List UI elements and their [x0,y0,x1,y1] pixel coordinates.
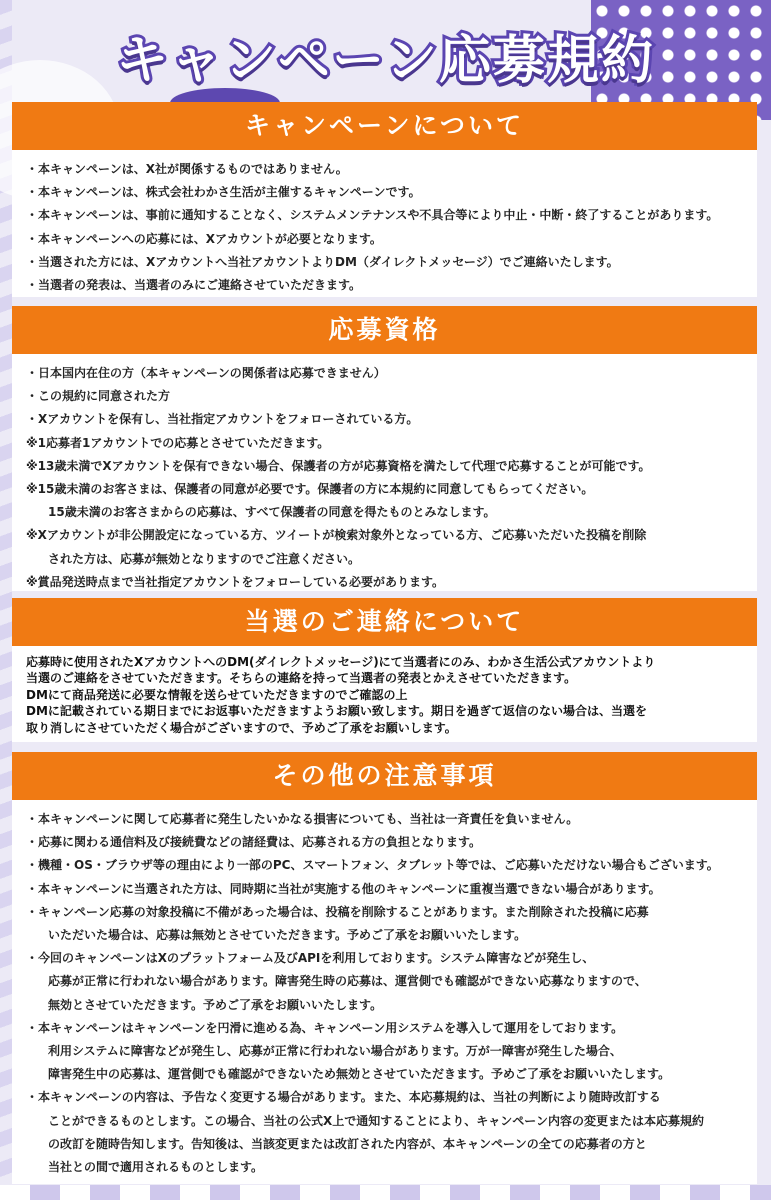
section-eligibility [12,306,757,591]
list-item-continuation: 無効とさせていただきます。予めご了承をお願いいたします。 [48,997,383,1012]
list-item-text: ・本キャンペーンは、事前に通知することなく、システムメンテナンスや不具合等により中止・中断・終了することがあります。 [26,208,719,223]
paragraph-line: 応募時に使用されたXアカウントへのDM(ダイレクトメッセージ)にて当選者にのみ、わかさ生活公式アカウントより [26,655,656,669]
list-item-text: ・本キャンペーンはキャンペーンを円滑に進める為、キャンペーン用システムを導入して運用をしております。 [26,1020,624,1035]
section-winner-contact [12,598,757,742]
list-item [26,571,747,594]
list-item-text: ・日本国内在住の方（本キャンペーンの関係者は応募できません） [26,366,386,380]
list-item [26,181,747,204]
list-item [26,901,747,947]
list-item-text: ・本キャンペーンの内容は、予告なく変更する場合があります。また、本応募規約は、当社の判断により随時改訂する [26,1090,661,1105]
list-item [26,478,747,524]
list-item-text: ・キャンペーン応募の対象投稿に不備があった場合は、投稿を削除することがあります。また削除された投稿に応募 [26,904,649,919]
list-item-continuation: 応募が正常に行われない場合があります。障害発生時の応募は、運営側でも確認ができない応募なりますので、 [48,974,647,989]
paragraph-line: DMにて商品発送に必要な情報を送らせていただきますのでご確認の上 [26,687,408,702]
list-item-text: ・機種・OS・ブラウザ等の理由により一部のPC、スマートフォン、タブレット等では、ご応募いただけない場合もございます。 [26,858,719,873]
section-items [12,150,757,303]
list-item-text: ※Xアカウントが非公開設定になっている方、ツイートが検索対象外となっている方、ご応募いただいた投稿を削除 [26,528,647,543]
list-item-text: ※13歳未満でXアカウントを保有できない場合、保護者の方が応募資格を満たして代理で応募することが可能です。 [26,458,651,473]
list-item [26,432,747,455]
page-title: キャンペーン応募規約 [116,31,655,91]
list-item [26,854,747,877]
list-item [26,1017,747,1087]
list-item-text: ・本キャンペーンは、株式会社わかさ生活が主催するキャンペーンです。 [26,185,421,200]
list-item-continuation: された方は、応募が無効となりますのでご注意ください。 [48,551,361,566]
paragraph-line: 当選のご連絡をさせていただきます。そちらの連絡を持って当選者の発表とかえさせていただきます。 [26,671,577,686]
section-other-notes [12,752,757,1184]
section-heading: 当選のご連絡について [12,598,757,646]
list-item [26,204,747,227]
list-item [26,228,747,251]
list-item-text: ・本キャンペーンに関して応募者に発生したいかなる損害についても、当社は一斉責任を負いません。 [26,812,579,826]
section-heading: 応募資格 [12,306,757,354]
list-item-text: ・今回のキャンペーンはXのプラットフォーム及びAPIを利用しております。システム障害などが発生し、 [26,951,595,966]
list-item [26,808,747,831]
list-item [26,362,747,385]
bottom-decoration [0,1185,771,1200]
list-item-continuation: 障害発生中の応募は、運営側でも確認ができないため無効とさせていただきます。予めご了承をお願いいたします。 [48,1067,671,1082]
section-paragraph [12,646,757,742]
list-item [26,455,747,478]
list-item-continuation: 利用システムに障害などが発生し、応募が正常に行われない場合があります。万が一障害が発生した場合、 [48,1044,622,1059]
paragraph-line: DMに記載されている期日までにお返事いただきますようお願い致します。期日を過ぎて返信のない場合は、当選を [26,704,647,719]
list-item-text: ・本キャンペーンは、X社が関係するものではありません。 [26,162,348,176]
list-item-text: ・この規約に同意された方 [26,389,171,404]
list-item [26,1086,747,1179]
list-item-text: ・当選された方には、Xアカウントへ当社アカウントよりDM（ダイレクトメッセージ）でご連絡いたします。 [26,254,619,269]
list-item [26,831,747,854]
list-item-continuation: いただいた場合は、応募は無効とさせていただきます。予めご了承をお願いいたします。 [48,928,527,943]
list-item-text: ・本キャンペーンに当選された方は、同時期に当社が実施する他のキャンペーンに重複当選できない場合があります。 [26,881,661,896]
list-item-text: ・Xアカウントを保有し、当社指定アカウントをフォローされている方。 [26,412,419,427]
list-item [26,408,747,431]
paragraph-line: 取り消しにさせていただく場合がございますので、予めご了承をお願いします。 [26,720,457,735]
list-item-continuation: ことができるものとします。この場合、当社の公式X上で通知することにより、キャンペーン内容の変更または本応募規約 [48,1113,705,1128]
list-item-text: ・応募に関わる通信料及び接続費などの諸経費は、応募される方の負担となります。 [26,835,482,850]
list-item-continuation: 当社との間で適用されるものとします。 [48,1160,264,1175]
list-item [26,947,747,1017]
list-item-text: ※1応募者1アカウントでの応募とさせていただきます。 [26,435,330,450]
list-item-text: ・当選者の発表は、当選者のみにご連絡させていただきます。 [26,278,362,293]
section-items [12,800,757,1185]
section-about-campaign [12,102,757,297]
list-item [26,251,747,274]
list-item-text: ※賞品発送時点まで当社指定アカウントをフォローしている必要があります。 [26,574,444,589]
list-item [26,274,747,297]
list-item-text: ・本キャンペーンへの応募には、Xアカウントが必要となります。 [26,231,382,246]
list-item-continuation: の改訂を随時告知します。告知後は、当該変更または改訂された内容が、本キャンペーンの全ての応募者の方と [48,1136,647,1151]
list-item-text: ※15歳未満のお客さまは、保護者の同意が必要です。保護者の方に本規約に同意してもらってください。 [26,482,594,497]
section-heading: キャンペーンについて [12,102,757,150]
section-items [12,354,757,600]
list-item [26,385,747,408]
list-item-continuation: 15歳未満のお客さまからの応募は、すべて保護者の同意を得たものとみなします。 [48,505,496,520]
list-item [26,878,747,901]
list-item [26,158,747,181]
section-heading: その他の注意事項 [12,752,757,800]
list-item [26,524,747,570]
